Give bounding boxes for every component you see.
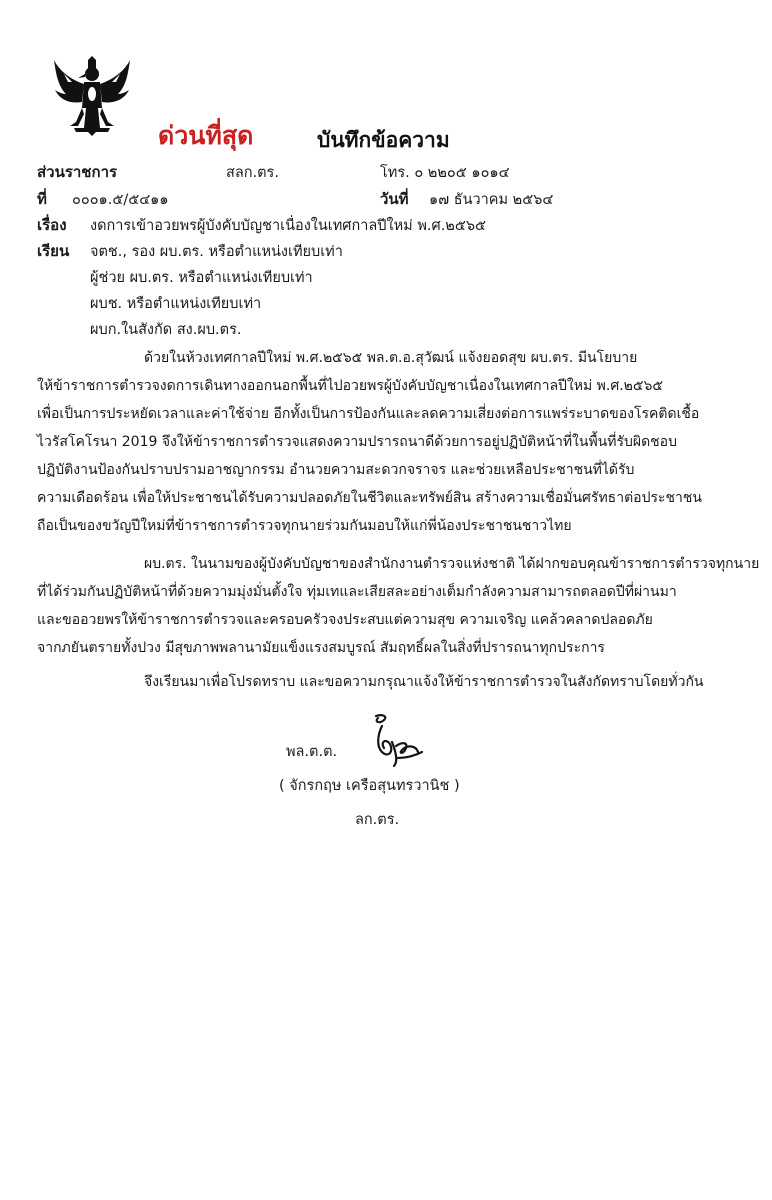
signer-rank: พล.ต.ต.: [286, 744, 338, 760]
to-line: ผบช. หรือตำแหน่งเทียบเท่า: [90, 296, 262, 312]
to-line: จตช., รอง ผบ.ตร. หรือตำแหน่งเทียบเท่า: [90, 244, 343, 260]
subject-value: งดการเข้าอวยพรผู้บังคับบัญชาเนื่องในเทศกาลปีใหม่ พ.ศ.๒๕๖๕: [90, 218, 487, 234]
phone-number: โทร. ๐ ๒๒๐๕ ๑๐๑๔: [380, 165, 510, 181]
paragraph-line: ถือเป็นของขวัญปีใหม่ที่ข้าราชการตำรวจทุกนายร่วมกันมอบให้แก่พี่น้องประชาชนชาวไทย: [37, 518, 572, 534]
urgency-stamp: ด่วนที่สุด: [158, 121, 254, 150]
paragraph-line: ความเดือดร้อน เพื่อให้ประชาชนได้รับความปลอดภัยในชีวิตและทรัพย์สิน สร้างความเชื่อมั่นศรัทธาต่อประชาชน: [37, 490, 702, 506]
agency-label: ส่วนราชการ: [37, 163, 118, 181]
paragraph-line: ให้ข้าราชการตำรวจงดการเดินทางออกนอกพื้นที่ไปอวยพรผู้บังคับบัญชาเนื่องในเทศกาลปีใหม่ พ.ศ.๒๕๖๕: [37, 378, 663, 394]
closing-line: จึงเรียนมาเพื่อโปรดทราบ และขอความกรุณาแจ้งให้ข้าราชการตำรวจในสังกัดทราบโดยทั่วกัน: [144, 674, 704, 690]
paragraph-line: ไวรัสโคโรนา 2019 จึงให้ข้าราชการตำรวจแสดงความปรารถนาดีด้วยการอยู่ปฏิบัติหน้าที่ในพื้นที่รับผิดชอบ: [37, 434, 677, 450]
paragraph-line: ด้วยในห้วงเทศกาลปีใหม่ พ.ศ.๒๕๖๕ พล.ต.อ.สุวัฒน์ แจ้งยอดสุข ผบ.ตร. มีนโยบาย: [144, 350, 638, 366]
to-label: เรียน: [37, 242, 70, 260]
paragraph-line: ที่ได้ร่วมกันปฏิบัติหน้าที่ด้วยความมุ่งมั่นตั้งใจ ทุ่มเทและเสียสละอย่างเต็มกำลังความสามารถตลอดปีที่ผ่านมา: [37, 584, 677, 600]
document-title: บันทึกข้อความ: [317, 128, 450, 152]
number-label: ที่: [37, 190, 47, 208]
number-value: ๐๐๐๑.๕/๕๔๑๑: [72, 192, 169, 208]
signer-name: ( จักรกฤษ เครือสุนทรวานิช ): [279, 778, 460, 794]
agency-value: สลก.ตร.: [226, 165, 279, 181]
subject-label: เรื่อง: [37, 216, 67, 234]
paragraph-line: ปฏิบัติงานป้องกันปราบปรามอาชญากรรม อำนวยความสะดวกจราจร และช่วยเหลือประชาชนที่ได้รับ: [37, 462, 635, 478]
date-label: วันที่: [380, 190, 409, 208]
paragraph-line: และขออวยพรให้ข้าราชการตำรวจและครอบครัวจงประสบแต่ความสุข ความเจริญ แคล้วคลาดปลอดภัย: [37, 612, 653, 628]
paragraph-line: ผบ.ตร. ในนามของผู้บังคับบัญชาของสำนักงานตำรวจแห่งชาติ ได้ฝากขอบคุณข้าราชการตำรวจทุกนาย: [144, 556, 760, 572]
to-line: ผู้ช่วย ผบ.ตร. หรือตำแหน่งเทียบเท่า: [90, 270, 313, 286]
to-line: ผบก.ในสังกัด สง.ผบ.ตร.: [90, 322, 242, 338]
paragraph-line: เพื่อเป็นการประหยัดเวลาและค่าใช้จ่าย อีกทั้งเป็นการป้องกันและลดความเสี่ยงต่อการแพร่ระบาดของโรคติดเชื้อ: [37, 406, 700, 422]
signer-position: ลก.ตร.: [355, 812, 400, 828]
date-value: ๑๗ ธันวาคม ๒๕๖๔: [429, 192, 554, 208]
handwritten-signature-icon: [368, 712, 428, 770]
paragraph-line: จากภยันตรายทั้งปวง มีสุขภาพพลานามัยแข็งแรงสมบูรณ์ สัมฤทธิ์ผลในสิ่งที่ปรารถนาทุกประการ: [37, 640, 605, 656]
garuda-emblem-icon: [52, 56, 132, 138]
